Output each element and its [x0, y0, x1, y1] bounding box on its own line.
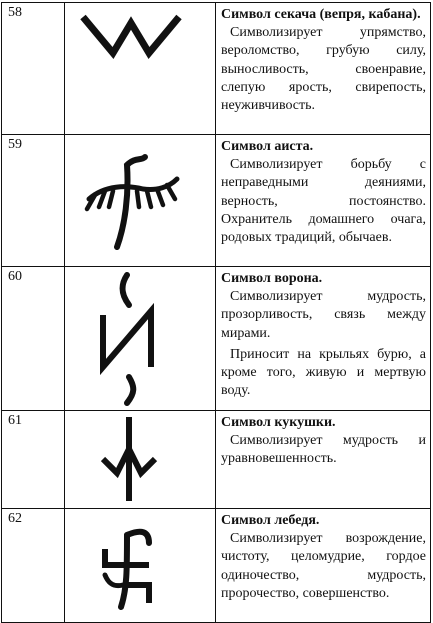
- row-number: 61: [2, 411, 65, 509]
- cuckoo-symbol-icon: [65, 411, 216, 509]
- row-number: 62: [2, 509, 65, 623]
- row-number: 58: [2, 3, 65, 135]
- symbol-title: Символ кукушки.: [221, 415, 336, 430]
- swan-symbol-icon: [65, 509, 216, 623]
- symbol-title: Символ лебедя.: [221, 513, 320, 528]
- symbol-text: Символизирует упрямство, вероломство, грубую силу, выносливость, своенравие, слепую ярость, свирепость, неуживчивость.: [221, 25, 426, 114]
- table-row: [2, 3, 431, 135]
- row-number: 60: [2, 267, 65, 411]
- raven-symbol-icon: [65, 267, 216, 411]
- table-row: [2, 509, 431, 623]
- row-description: [216, 509, 431, 623]
- symbol-text: Символизирует мудрость, прозорливость, связь между мирами.: [221, 289, 426, 341]
- row-number: 59: [2, 135, 65, 267]
- symbol-text: Символизирует борьбу с неправедными деяниями, верность, постоянство. Охранитель домашнего очага, родовых традиций, обычаев.: [221, 157, 426, 246]
- table-row: [2, 411, 431, 509]
- symbol-title: Символ аиста.: [221, 139, 314, 154]
- symbol-title: Символ секача (вепря, кабана).: [221, 7, 421, 22]
- symbol-text: Символизирует мудрость и уравновешенность.: [221, 433, 426, 467]
- stork-symbol-icon: [65, 135, 216, 267]
- symbol-title: Символ ворона.: [221, 271, 323, 286]
- row-description: [216, 3, 431, 135]
- table-row: [2, 267, 431, 411]
- symbol-text: Приносит на крыльях бурю, а кроме того, живую и мертвую воду.: [221, 346, 426, 399]
- boar-symbol-icon: [65, 3, 216, 135]
- row-description: [216, 267, 431, 411]
- table-row: [2, 135, 431, 267]
- symbols-table: [1, 2, 431, 623]
- row-description: [216, 411, 431, 509]
- row-description: [216, 135, 431, 267]
- symbol-text: Символизирует возрождение, чистоту, целомудрие, гордое одиночество, мудрость, пророчество, совершенство.: [221, 531, 426, 601]
